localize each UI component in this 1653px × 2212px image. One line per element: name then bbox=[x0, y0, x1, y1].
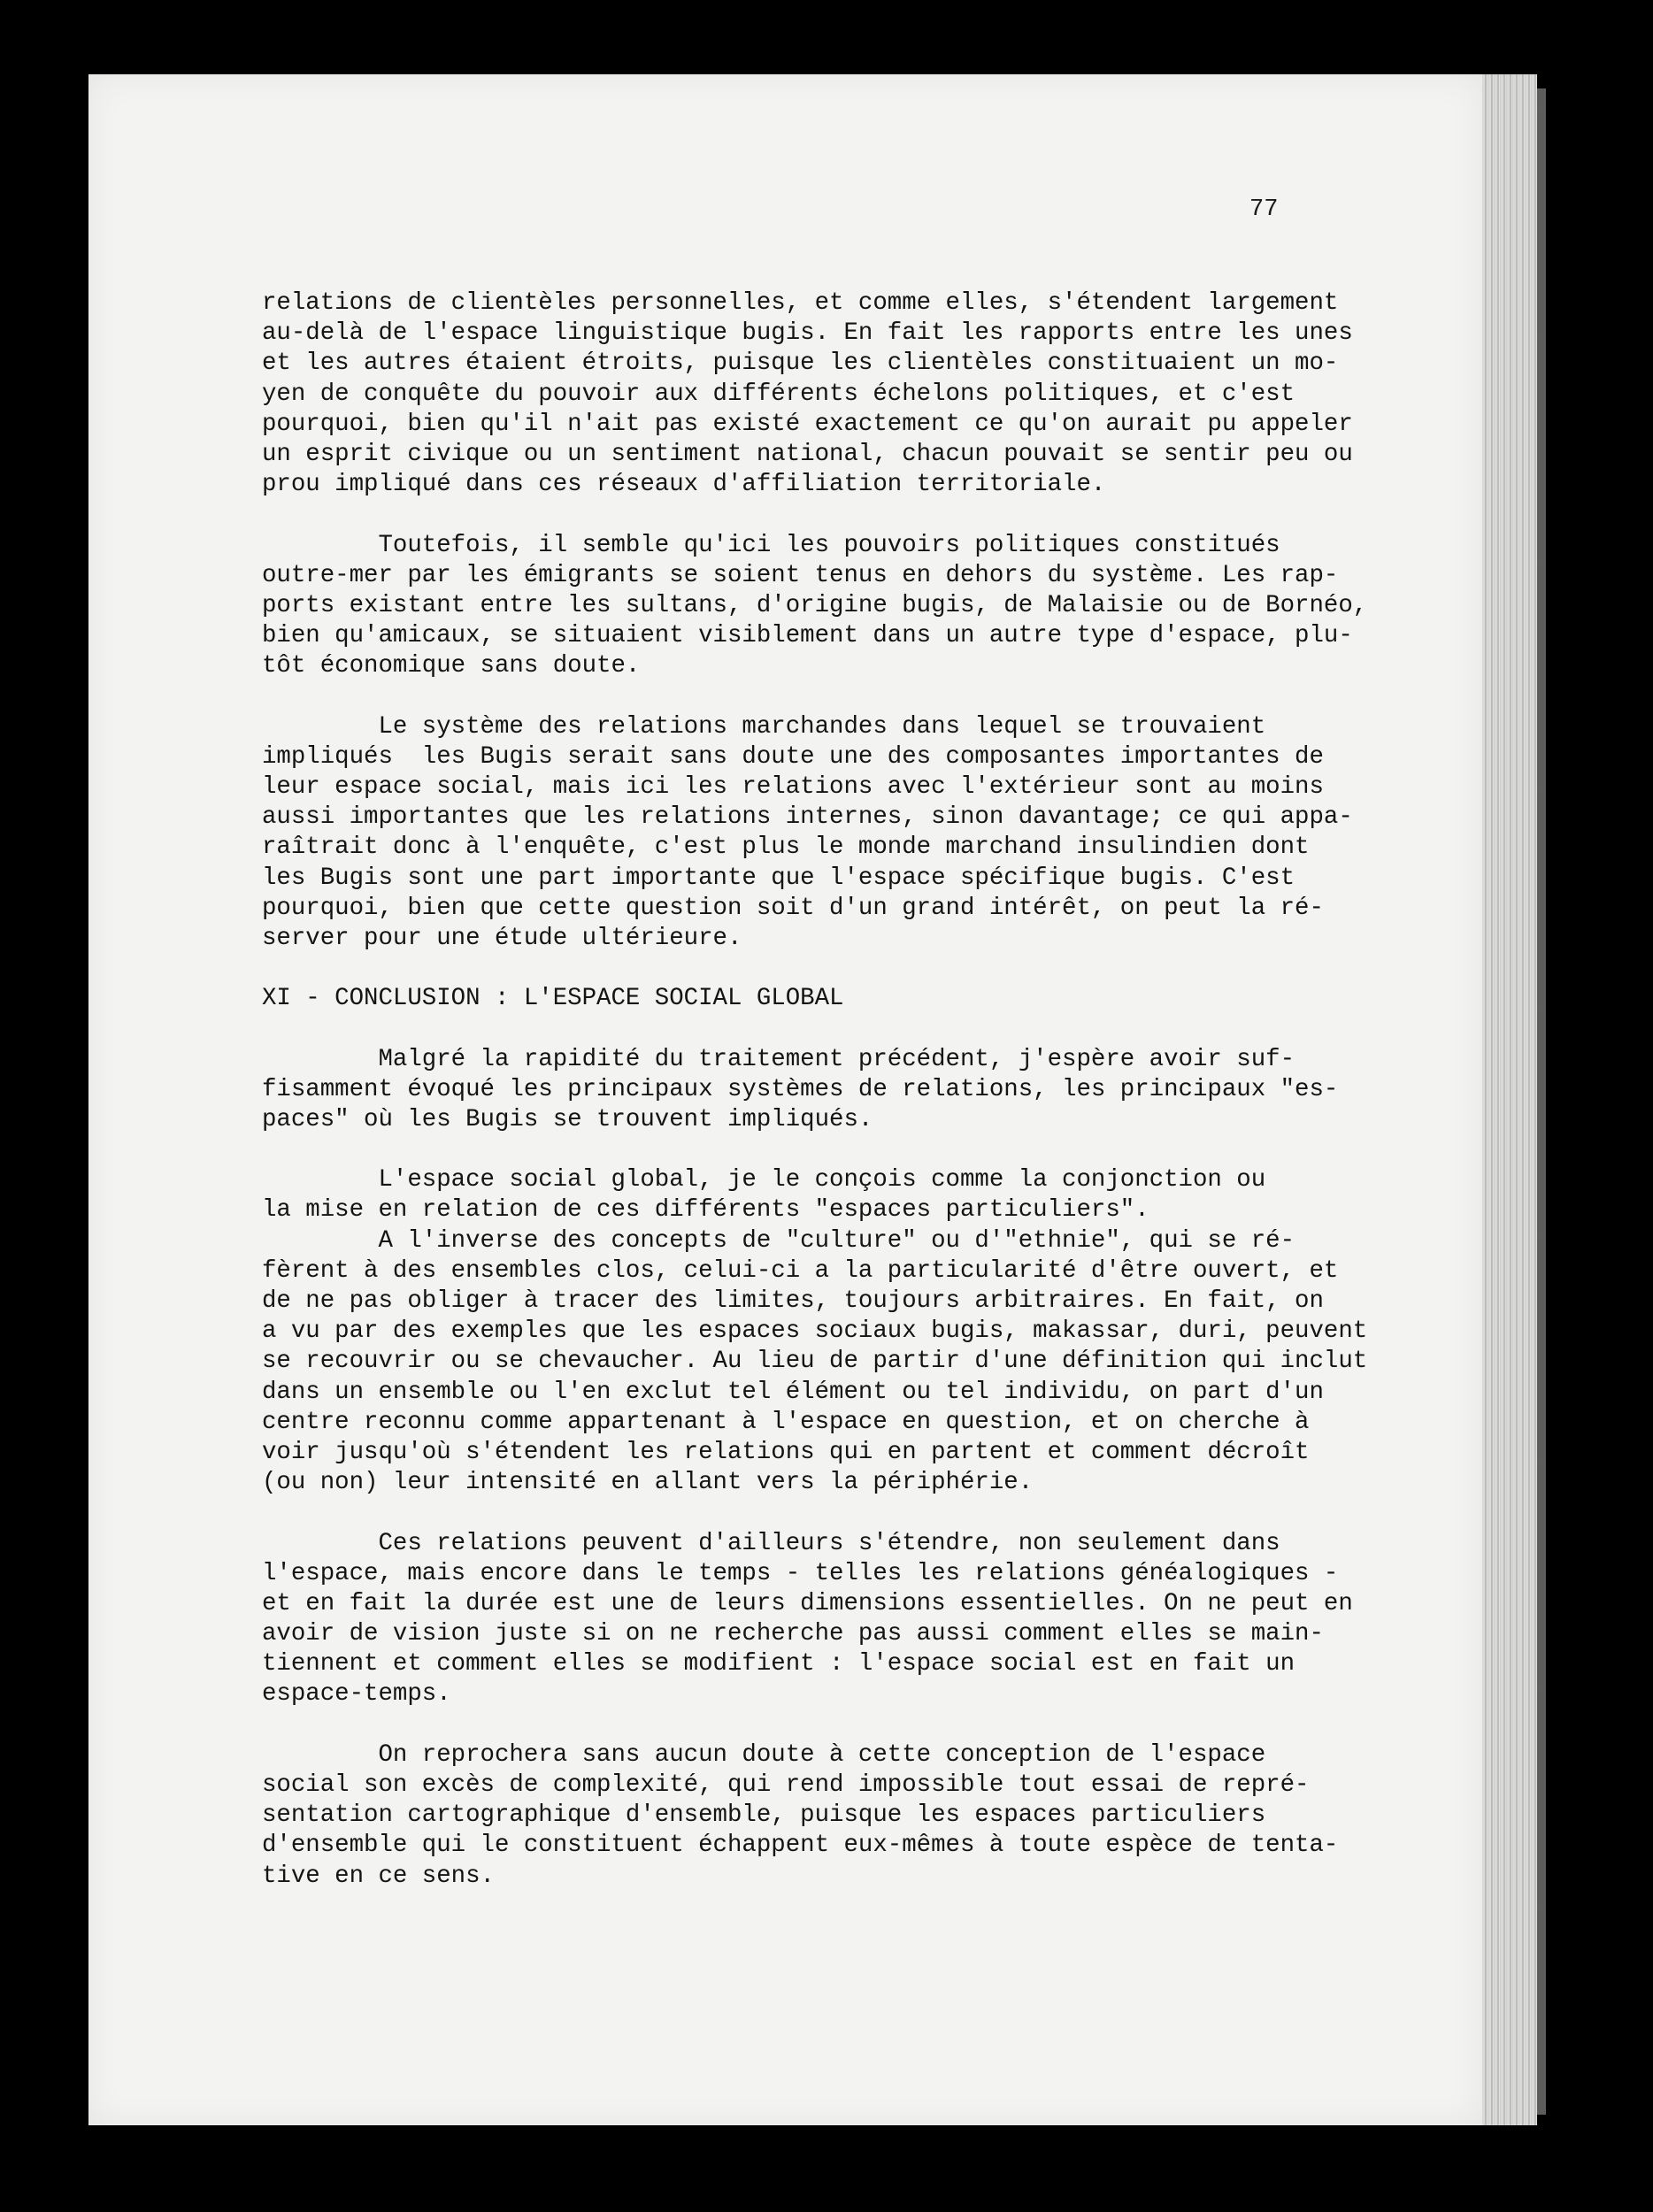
text-before-heading bbox=[262, 288, 1412, 954]
text-line: de ne pas obliger à tracer des limites, toujours arbitraires. En fait, on bbox=[262, 1287, 1324, 1315]
text-line: bien qu'amicaux, se situaient visiblement dans un autre type d'espace, plu- bbox=[262, 622, 1353, 650]
text-line: et les autres étaient étroits, puisque les clientèles constituaient un mo- bbox=[262, 349, 1339, 378]
text-line: avoir de vision juste si on ne recherche pas aussi comment elles se main- bbox=[262, 1620, 1324, 1648]
text-line: impliqués les Bugis serait sans doute une des composantes importantes de bbox=[262, 742, 1324, 771]
text-line: Toutefois, il semble qu'ici les pouvoirs politiques constitués bbox=[262, 531, 1280, 559]
paragraph bbox=[262, 1529, 1412, 1710]
text-line: les Bugis sont une part importante que l'espace spécifique bugis. C'est bbox=[262, 864, 1295, 892]
text-after-heading bbox=[262, 1045, 1412, 1892]
text-line: server pour une étude ultérieure. bbox=[262, 924, 742, 952]
text-line: outre-mer par les émigrants se soient tenus en dehors du système. Les rap- bbox=[262, 561, 1339, 589]
text-line: Ces relations peuvent d'ailleurs s'étendre, non seulement dans bbox=[262, 1529, 1280, 1557]
text-line: dans un ensemble ou l'en exclut tel élément ou tel individu, on part d'un bbox=[262, 1378, 1324, 1406]
text-line: sentation cartographique d'ensemble, puisque les espaces particuliers bbox=[262, 1801, 1266, 1830]
text-line: yen de conquête du pouvoir aux différents échelons politiques, et c'est bbox=[262, 380, 1295, 408]
text-line: tive en ce sens. bbox=[262, 1862, 495, 1890]
book-cover-edge bbox=[1537, 88, 1546, 2115]
text-line: tiennent et comment elles se modifient : l'espace social est en fait un bbox=[262, 1650, 1295, 1678]
text-line: fèrent à des ensembles clos, celui-ci a la particularité d'être ouvert, et bbox=[262, 1256, 1339, 1285]
text-line: L'espace social global, je le conçois comme la conjonction ou bbox=[262, 1166, 1266, 1194]
text-line: la mise en relation de ces différents "espaces particuliers". bbox=[262, 1196, 1149, 1225]
paragraph bbox=[262, 531, 1412, 682]
text-line: voir jusqu'où s'étendent les relations qui en partent et comment décroît bbox=[262, 1438, 1310, 1466]
text-line: a vu par des exemples que les espaces sociaux bugis, makassar, duri, peuvent bbox=[262, 1317, 1368, 1346]
text-line: tôt économique sans doute. bbox=[262, 652, 641, 680]
paragraph bbox=[262, 288, 1412, 500]
text-line: l'espace, mais encore dans le temps - telles les relations généalogiques - bbox=[262, 1559, 1339, 1587]
text-line: relations de clientèles personnelles, et comme elles, s'étendent largement bbox=[262, 289, 1339, 317]
text-line: prou impliqué dans ces réseaux d'affiliation territoriale. bbox=[262, 471, 1106, 499]
text-line: et en fait la durée est une de leurs dimensions essentielles. On ne peut en bbox=[262, 1589, 1353, 1617]
text-line: Le système des relations marchandes dans lequel se trouvaient bbox=[262, 712, 1266, 741]
body-text bbox=[262, 288, 1412, 1922]
paragraph bbox=[262, 1165, 1412, 1498]
text-line: d'ensemble qui le constituent échappent eux-mêmes à toute espèce de tenta- bbox=[262, 1832, 1339, 1860]
text-line: (ou non) leur intensité en allant vers la périphérie. bbox=[262, 1469, 1034, 1497]
text-line: A l'inverse des concepts de "culture" ou d'"ethnie", qui se ré- bbox=[262, 1226, 1295, 1255]
text-line: raîtrait donc à l'enquête, c'est plus le monde marchand insulindien dont bbox=[262, 833, 1310, 862]
text-line: au-delà de l'espace linguistique bugis. En fait les rapports entre les unes bbox=[262, 319, 1353, 348]
paragraph bbox=[262, 1740, 1412, 1892]
text-line: On reprochera sans aucun doute à cette conception de l'espace bbox=[262, 1740, 1266, 1769]
section-heading: XI - CONCLUSION : L'ESPACE SOCIAL GLOBAL bbox=[262, 985, 844, 1013]
text-line: se recouvrir ou se chevaucher. Au lieu de partir d'une définition qui inclut bbox=[262, 1348, 1368, 1376]
text-line: espace-temps. bbox=[262, 1680, 451, 1709]
paragraph bbox=[262, 712, 1412, 955]
text-line: social son excès de complexité, qui rend impossible tout essai de repré- bbox=[262, 1771, 1310, 1799]
text-line: leur espace social, mais ici les relations avec l'extérieur sont au moins bbox=[262, 773, 1324, 801]
text-line: Malgré la rapidité du traitement précédent, j'espère avoir suf- bbox=[262, 1045, 1295, 1073]
page-stack-edge bbox=[1482, 74, 1537, 2125]
text-line: ports existant entre les sultans, d'origine bugis, de Malaisie ou de Bornéo, bbox=[262, 591, 1368, 619]
page-number: 77 bbox=[1249, 196, 1279, 223]
text-line: aussi importantes que les relations internes, sinon davantage; ce qui appa- bbox=[262, 803, 1353, 832]
text-line: paces" où les Bugis se trouvent impliqués. bbox=[262, 1105, 873, 1133]
paragraph bbox=[262, 1045, 1412, 1136]
text-line: un esprit civique ou un sentiment national, chacun pouvait se sentir peu ou bbox=[262, 440, 1353, 468]
text-line: centre reconnu comme appartenant à l'espace en question, et on cherche à bbox=[262, 1408, 1310, 1436]
text-line: pourquoi, bien que cette question soit d'un grand intérêt, on peut la ré- bbox=[262, 894, 1324, 922]
text-line: fisamment évoqué les principaux systèmes de relations, les principaux "es- bbox=[262, 1075, 1339, 1103]
text-line: pourquoi, bien qu'il n'ait pas existé exactement ce qu'on aurait pu appeler bbox=[262, 410, 1353, 438]
